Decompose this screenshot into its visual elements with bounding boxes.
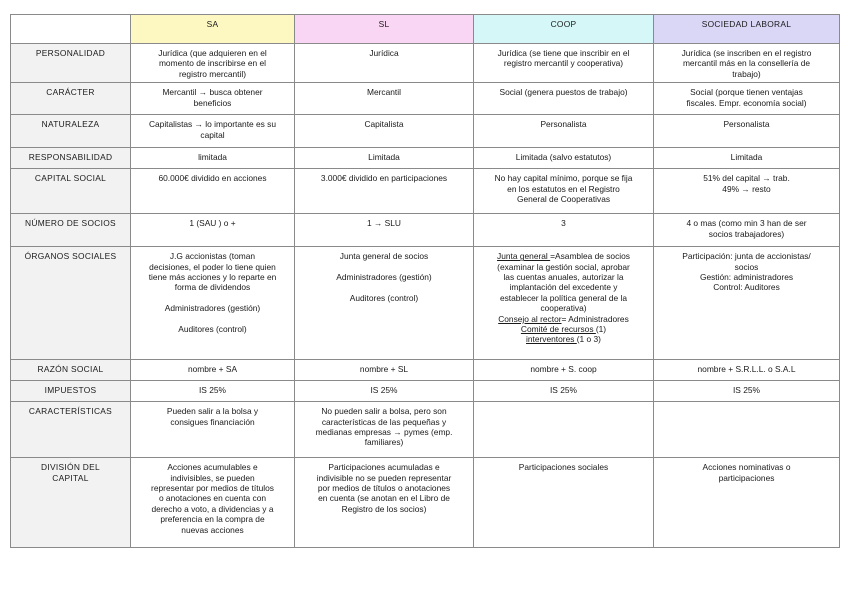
cell-coop: Jurídica (se tiene que inscribir en el registro mercantil y cooperativa) [474, 44, 654, 83]
corner-cell [11, 15, 131, 44]
row-impuestos [11, 381, 840, 402]
row-division-del-capital [11, 458, 840, 548]
cell-sl: nombre + SL [295, 360, 474, 381]
cell-coop: No hay capital mínimo, porque se fija en los estatutos en el Registro General de Cooperativas [474, 169, 654, 214]
row-caracter [11, 83, 840, 115]
cell-coop: Limitada (salvo estatutos) [474, 148, 654, 169]
interventores-text: (1 o 3) [576, 334, 601, 345]
row-label: NÚMERO DE SOCIOS [11, 214, 131, 247]
row-razon-social [11, 360, 840, 381]
cell-sociedad-laboral: 51% del capital → trab. 49% → resto [654, 169, 840, 214]
cell-coop [474, 247, 654, 360]
comite-recursos-text: (1) [595, 324, 607, 335]
cell-sl: 1 → SLU [295, 214, 474, 247]
cell-sociedad-laboral: Limitada [654, 148, 840, 169]
cell-sa: Jurídica (que adquieren en el momento de inscribirse en el registro mercantil) [131, 44, 295, 83]
header-sociedad-laboral: SOCIEDAD LABORAL [654, 15, 840, 44]
cell-sociedad-laboral: Personalista [654, 115, 840, 148]
cell-sa: IS 25% [131, 381, 295, 402]
cell-sl: Limitada [295, 148, 474, 169]
interventores-label: interventores [526, 334, 577, 345]
cell-coop: 3 [474, 214, 654, 247]
cell-sa: 60.000€ dividido en acciones [131, 169, 295, 214]
comite-recursos-label: Comité de recursos [520, 324, 596, 335]
junta-general-text: =Asamblea de socios (examinar la gestión social, aprobar las cuentas anuales, autorizar la implantación del excedente y establecer la política general de la cooperativa) [497, 251, 630, 314]
cell-sl: 3.000€ dividido en participaciones [295, 169, 474, 214]
cell-sa: Capitalistas → lo importante es su capital [131, 115, 295, 148]
row-label: DIVISIÓN DEL CAPITAL [11, 458, 131, 548]
row-label: CAPITAL SOCIAL [11, 169, 131, 214]
cell-sa: nombre + SA [131, 360, 295, 381]
cell-coop: Participaciones sociales [474, 458, 654, 548]
header-sa: SA [131, 15, 295, 44]
row-label: RESPONSABILIDAD [11, 148, 131, 169]
cell-sl: Mercantil [295, 83, 474, 115]
cell-sociedad-laboral: Jurídica (se inscriben en el registro mercantil más en la consellería de trabajo) [654, 44, 840, 83]
junta-general-label: Junta general [497, 251, 551, 262]
cell-sa: Mercantil → busca obtener beneficios [131, 83, 295, 115]
cell-sl: Participaciones acumuladas e indivisible no se pueden representar por medios de títulos o anotaciones en cuenta (se anotan en el Libro de Registro de los socios) [295, 458, 474, 548]
row-label: NATURALEZA [11, 115, 131, 148]
cell-sociedad-laboral: Acciones nominativas o participaciones [654, 458, 840, 548]
cell-sociedad-laboral: nombre + S.R.L.L. o S.A.L [654, 360, 840, 381]
cell-coop: Personalista [474, 115, 654, 148]
row-label: CARACTERÍSTICAS [11, 402, 131, 458]
row-organos-sociales [11, 247, 840, 360]
consejo-rector-text: = Administradores [561, 313, 629, 324]
cell-coop: nombre + S. coop [474, 360, 654, 381]
cell-sa: limitada [131, 148, 295, 169]
cell-coop: Social (genera puestos de trabajo) [474, 83, 654, 115]
cell-sociedad-laboral: Social (porque tienen ventajas fiscales. Empr. economía social) [654, 83, 840, 115]
cell-sociedad-laboral: Participación: junta de accionistas/ socios Gestión: administradores Control: Auditores [654, 247, 840, 360]
cell-sl: Capitalista [295, 115, 474, 148]
row-label: CARÁCTER [11, 83, 131, 115]
row-caracteristicas [11, 402, 840, 458]
row-label: ÓRGANOS SOCIALES [11, 247, 131, 360]
cell-sociedad-laboral: IS 25% [654, 381, 840, 402]
comparison-table [10, 14, 840, 548]
cell-sl: No pueden salir a bolsa, pero son características de las pequeñas y medianas empresas → pymes (emp. familiares) [295, 402, 474, 458]
header-row [11, 15, 840, 44]
row-capital-social [11, 169, 840, 214]
cell-sl: IS 25% [295, 381, 474, 402]
header-sl: SL [295, 15, 474, 44]
cell-coop [474, 402, 654, 458]
cell-sa: 1 (SAU ) o + [131, 214, 295, 247]
row-numero-de-socios [11, 214, 840, 247]
cell-sa: J.G accionistas (toman decisiones, el poder lo tiene quien tiene más acciones y lo reparte en forma de dividendos Administradores (gestión) Auditores (control) [131, 247, 295, 360]
row-label: PERSONALIDAD [11, 44, 131, 83]
consejo-rector-label: Consejo al rector [498, 313, 562, 324]
cell-sociedad-laboral [654, 402, 840, 458]
header-coop: COOP [474, 15, 654, 44]
cell-sociedad-laboral: 4 o mas (como min 3 han de ser socios trabajadores) [654, 214, 840, 247]
cell-sl: Jurídica [295, 44, 474, 83]
cell-sa: Acciones acumulables e indivisibles, se pueden representar por medios de títulos o anotaciones en cuenta con derecho a voto, a dividencias y a preferencia en la compra de nuevas acciones [131, 458, 295, 548]
row-label: IMPUESTOS [11, 381, 131, 402]
row-naturaleza [11, 115, 840, 148]
row-personalidad [11, 44, 840, 83]
row-label: RAZÓN SOCIAL [11, 360, 131, 381]
row-responsabilidad [11, 148, 840, 169]
cell-coop: IS 25% [474, 381, 654, 402]
cell-sa: Pueden salir a la bolsa y consigues financiación [131, 402, 295, 458]
cell-sl: Junta general de socios Administradores (gestión) Auditores (control) [295, 247, 474, 360]
